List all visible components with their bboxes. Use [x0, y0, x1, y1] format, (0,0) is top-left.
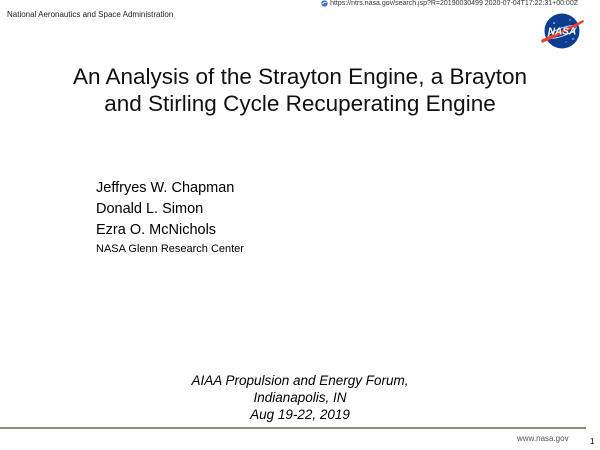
title-line-1: An Analysis of the Strayton Engine, a Brayton: [72, 64, 528, 89]
presentation-title: [0, 63, 600, 117]
nasa-meatball-logo: [539, 12, 585, 50]
url-stamp-text: https://ntrs.nasa.gov/search.jsp?R=20190030499 2020-07-04T17:22:31+00:00Z: [330, 0, 578, 7]
affiliation: NASA Glenn Research Center: [96, 243, 244, 255]
title-line-2: and Stirling Cycle Recuperating Engine: [104, 91, 496, 116]
author-name: Donald L. Simon: [96, 201, 204, 217]
footer-website: www.nasa.gov: [517, 434, 569, 443]
ntrs-url-stamp: [321, 0, 578, 7]
author-name: Ezra O. McNichols: [96, 222, 217, 238]
conference-location: Indianapolis, IN: [253, 390, 347, 405]
conference-info: [0, 372, 600, 423]
author-list: [96, 178, 244, 257]
ntrs-logo-icon: [321, 0, 328, 7]
author-name: Jeffryes W. Chapman: [96, 180, 235, 196]
agency-name: National Aeronautics and Space Administration: [7, 10, 174, 19]
page-number: 1: [590, 437, 595, 446]
conference-name: AIAA Propulsion and Energy Forum,: [191, 373, 409, 388]
conference-dates: Aug 19-22, 2019: [250, 407, 350, 422]
svg-text:NASA: NASA: [547, 26, 577, 38]
footer-divider: [0, 427, 586, 429]
